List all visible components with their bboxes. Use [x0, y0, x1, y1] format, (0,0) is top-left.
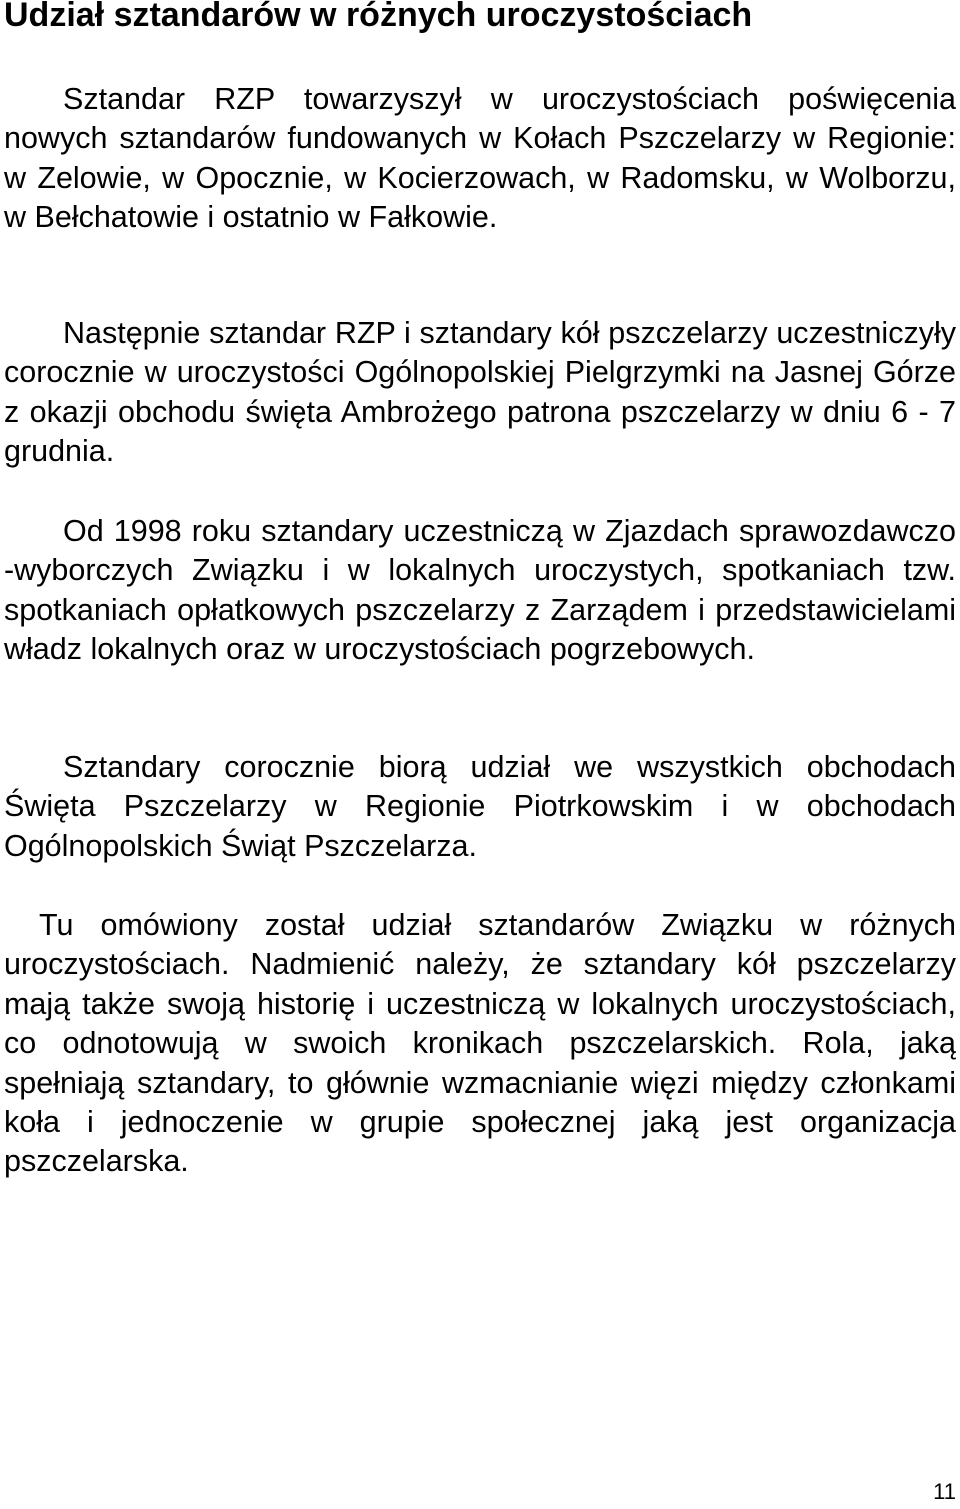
paragraph-5: Tu omówiony został udział sztandarów Związku w różnych uroczystościach. Nadmienić należy, że sztandary kół pszczelarzy mają także swoją historię i uczestniczą w lokalnych uroczystościach, co odnotowują w swoich kronikach pszczelarskich. Rola, jaką spełniają sztandary, to głównie wzmacnianie więzi między członkami koła i jednoczenie w grupie społecznej jaką jest organizacja pszczelarska.: [4, 908, 956, 1179]
paragraph-3: Od 1998 roku sztandary uczestniczą w Zjazdach sprawozdawczo -wyborczych Związku i w lokalnych uroczystych, spotkaniach tzw. spotkaniach opłatkowych pszczelarzy z Zarządem i przedstawicielami władz lokalnych oraz w uroczystościach pogrzebowych.: [4, 514, 956, 667]
page-number: 11: [933, 1479, 956, 1504]
page-title: Udział sztandarów w różnych uroczystościach: [4, 0, 753, 34]
paragraph-2: Następnie sztandar RZP i sztandary kół pszczelarzy uczestniczyły corocznie w uroczystości Ogólnopolskiej Pielgrzymki na Jasnej Górze z okazji obchodu święta Ambrożego patrona pszczelarzy w dniu 6 - 7 grudnia.: [4, 316, 956, 469]
paragraph-1: Sztandar RZP towarzyszył w uroczystościach poświęcenia nowych sztandarów fundowanych w Kołach Pszczelarzy w Regionie: w Zelowie, w Opocznie, w Kocierzowach, w Radomsku, w Wolborzu, w Bełchatowie i ostatnio w Fałkowie.: [4, 82, 956, 235]
paragraph-4: Sztandary corocznie biorą udział we wszystkich obchodach Święta Pszczelarzy w Regionie Piotrkowskim i w obchodach Ogólnopolskich Świąt Pszczelarza.: [4, 750, 956, 863]
